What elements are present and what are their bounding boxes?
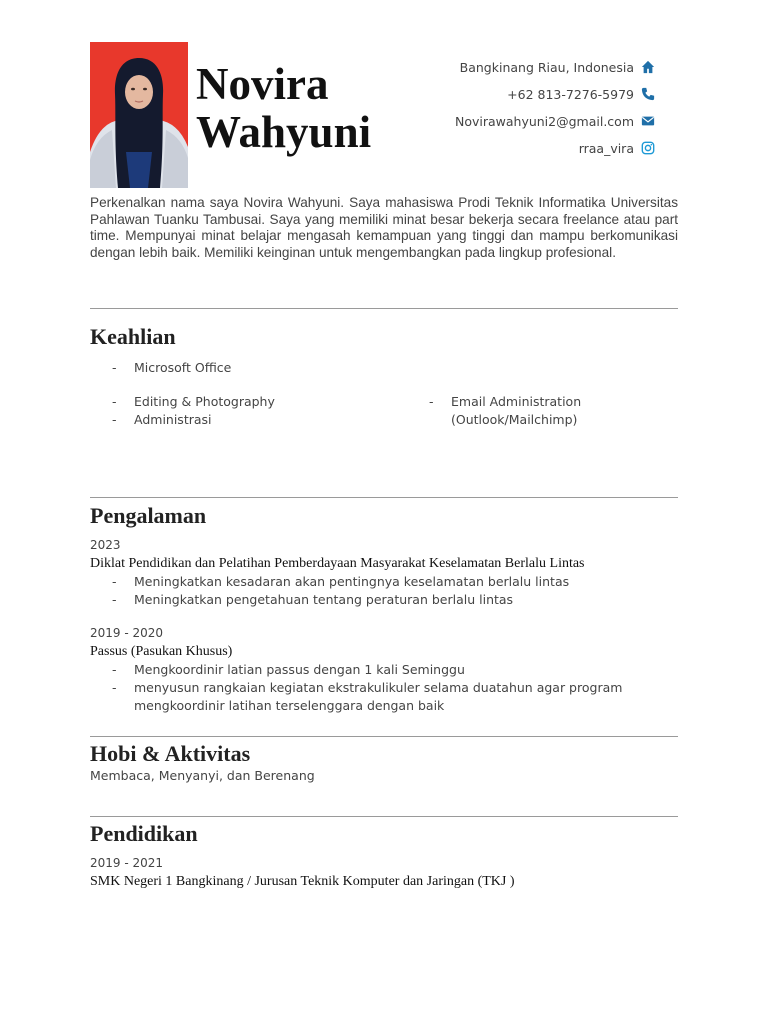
profile-photo-image	[90, 42, 188, 188]
experience-year: 2023	[90, 538, 121, 552]
divider	[90, 308, 678, 309]
contact-block	[336, 54, 656, 162]
experience-role: Passus (Pasukan Khusus)	[90, 644, 233, 659]
instagram-text[interactable]: rraa_vira	[578, 140, 634, 156]
instagram-icon	[640, 140, 656, 156]
divider	[90, 816, 678, 817]
section-title-education: Pendidikan	[90, 821, 198, 846]
phone-text: +62 813-7276-5979	[507, 86, 634, 102]
summary-paragraph: Perkenalkan nama saya Novira Wahyuni. Saya mahasiswa Prodi Teknik Informatika Universitas Pahlawan Tuanku Tambusai. Saya yang memiliki minat besar bekerja secara freelance atau part time. Mempunyai minat belajar mengasah kemampuan yang tinggi dan mampu berkomunikasi dengan lebih baik. Memiliki keinginan untuk mengembangkan pada lingkup profesional.	[90, 195, 678, 260]
contact-email	[336, 108, 656, 134]
section-title-experience: Pengalaman	[90, 503, 207, 528]
first-name: Novira	[196, 59, 329, 109]
contact-instagram	[336, 135, 656, 161]
last-name: Wahyuni	[196, 107, 372, 157]
section-title-hobbies: Hobi & Aktivitas	[90, 741, 251, 766]
hobbies-text: Membaca, Menyanyi, dan Berenang	[90, 768, 315, 783]
home-icon	[640, 59, 656, 75]
profile-photo	[90, 42, 188, 188]
phone-icon	[640, 86, 656, 102]
section-title-skills: Keahlian	[90, 324, 176, 349]
resume-page: Novira Wahyuni Bangkinang Riau, Indonesia +62 813-7276-5979 Novirawahyuni2@gmail.com rraa_vira Perkenalkan nama saya Novira Wahyuni. Saya mahasiswa Prodi Teknik Informatika Universitas Pahlawan Tuanku Tambusai. Saya yang memiliki minat besar bekerja secara freelance atau part time. Mempunyai minat belajar mengasah kemampuan yang tinggi dan mampu berkomunikasi dengan lebih baik. Memiliki keinginan untuk mengembangkan pada lingkup profesional. Keahlian - Microsoft Office - Editing & Photography - Administrasi - Email Administration (Outlook/Mailchimp) Pengalaman 2023 Diklat Pendidikan dan Pelatihan Pemberdayaan Masyarakat Keselamatan Berlalu Lintas - Meningkatkan kesadaran akan pentingnya keselamatan berlalu lintas - Meningkatkan pengetahuan tentang peraturan berlalu lintas 2019 - 2020 Passus (Pasukan Khusus) - Mengkoordinir latian passus dengan 1 kali Seminggu - menyusun rangkaian kegiatan ekstrakulikuler selama duatahun agar program mengkoordinir latihan terselenggara dengan baik Hobi & Aktivitas Membaca, Menyanyi, dan Berenang Pendidikan 2019 - 2021 SMK Negeri 1 Bangkinang / Jurusan Teknik Komputer dan Jaringan (TKJ )	[0, 0, 768, 1024]
contact-address	[336, 54, 656, 80]
address-text: Bangkinang Riau, Indonesia	[459, 59, 634, 75]
contact-phone	[336, 81, 656, 107]
mail-icon	[640, 113, 656, 129]
education-year: 2019 - 2021	[90, 856, 164, 870]
divider	[90, 497, 678, 498]
experience-role: Diklat Pendidikan dan Pelatihan Pemberdayaan Masyarakat Keselamatan Berlalu Lintas	[90, 556, 585, 571]
email-text[interactable]: Novirawahyuni2@gmail.com	[454, 113, 634, 129]
divider	[90, 736, 678, 737]
experience-year: 2019 - 2020	[90, 626, 164, 640]
education-school: SMK Negeri 1 Bangkinang / Jurusan Teknik Komputer dan Jaringan (TKJ )	[90, 874, 515, 889]
